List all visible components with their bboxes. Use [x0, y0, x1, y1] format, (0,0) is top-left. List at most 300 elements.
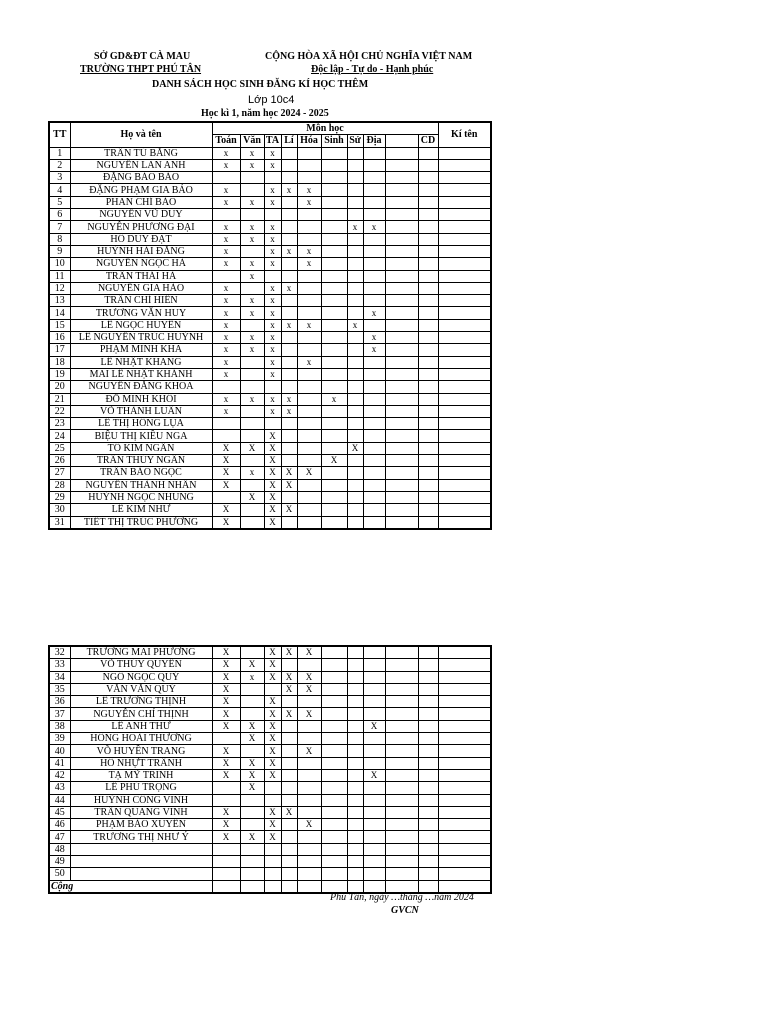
subject-mark — [363, 868, 385, 880]
table-row — [49, 671, 491, 683]
subject-mark — [297, 405, 321, 417]
subject-mark: X — [264, 757, 281, 769]
table-row — [49, 467, 491, 479]
table-row — [49, 516, 491, 529]
subject-mark: x — [297, 258, 321, 270]
subject-mark — [363, 745, 385, 757]
signature-cell — [438, 831, 491, 843]
subject-mark — [212, 172, 240, 184]
subject-mark — [281, 196, 297, 208]
subject-mark: X — [212, 479, 240, 491]
subject-mark — [321, 282, 347, 294]
subject-mark — [212, 270, 240, 282]
subject-mark — [240, 418, 264, 430]
subject-mark — [297, 147, 321, 159]
subject-mark — [363, 319, 385, 331]
student-name: MAI LÊ NHẬT KHÁNH — [70, 368, 212, 380]
subject-mark: x — [264, 282, 281, 294]
subject-mark — [385, 245, 418, 257]
student-name: TRẦN CHÍ HIỀN — [70, 295, 212, 307]
signature-cell — [438, 646, 491, 659]
subject-mark: x — [240, 221, 264, 233]
subject-mark — [281, 856, 297, 868]
subject-mark — [281, 659, 297, 671]
subject-mark — [363, 794, 385, 806]
row-number: 28 — [49, 479, 70, 491]
signature-cell — [438, 184, 491, 196]
signature-cell — [438, 794, 491, 806]
subject-mark — [363, 430, 385, 442]
subject-mark — [347, 282, 363, 294]
subject-mark — [385, 405, 418, 417]
subject-mark: x — [212, 282, 240, 294]
student-name: TÔ KIM NGÂN — [70, 442, 212, 454]
table-row — [49, 455, 491, 467]
subject-mark — [418, 196, 438, 208]
subject-mark — [347, 479, 363, 491]
subject-mark — [418, 720, 438, 732]
subject-mark: X — [212, 516, 240, 529]
student-name: HUỲNH NGỌC NHUNG — [70, 491, 212, 503]
subject-mark — [385, 659, 418, 671]
subject-mark — [240, 184, 264, 196]
header-subject: Văn — [240, 135, 264, 147]
subject-mark: x — [264, 258, 281, 270]
table-row — [49, 381, 491, 393]
row-number: 34 — [49, 671, 70, 683]
row-number: 18 — [49, 356, 70, 368]
subject-mark — [363, 819, 385, 831]
subject-mark: x — [212, 245, 240, 257]
subject-mark — [418, 757, 438, 769]
subject-mark — [347, 159, 363, 171]
subject-mark — [385, 159, 418, 171]
header-subjects: Môn học — [212, 122, 438, 135]
subject-mark — [347, 332, 363, 344]
subject-mark — [321, 491, 347, 503]
signature-cell — [438, 696, 491, 708]
table-row — [49, 769, 491, 781]
subject-mark — [321, 233, 347, 245]
table-row — [49, 646, 491, 659]
subject-mark — [321, 442, 347, 454]
subject-mark — [347, 245, 363, 257]
subject-mark — [281, 720, 297, 732]
subject-mark: X — [212, 708, 240, 720]
subject-mark — [240, 282, 264, 294]
subject-mark — [347, 757, 363, 769]
student-name: NGUYỄN NGỌC HÀ — [70, 258, 212, 270]
student-name: TRẦN THÁI HÀ — [70, 270, 212, 282]
subject-mark: x — [212, 159, 240, 171]
subject-mark — [347, 516, 363, 529]
subject-mark: X — [240, 782, 264, 794]
subject-mark: x — [281, 184, 297, 196]
subject-mark: x — [264, 184, 281, 196]
row-number: 38 — [49, 720, 70, 732]
student-name: ĐẶNG BẢO BẢO — [70, 172, 212, 184]
subject-mark — [297, 282, 321, 294]
subject-mark — [321, 467, 347, 479]
student-name: VĂN VĂN QUÝ — [70, 683, 212, 695]
subject-mark — [347, 196, 363, 208]
subject-mark — [281, 209, 297, 221]
subject-mark — [363, 418, 385, 430]
header-name: Họ và tên — [70, 122, 212, 147]
subject-mark — [418, 733, 438, 745]
row-number: 13 — [49, 295, 70, 307]
subject-mark — [281, 430, 297, 442]
subject-mark — [240, 856, 264, 868]
subject-mark — [281, 307, 297, 319]
subject-mark — [418, 319, 438, 331]
subject-mark: X — [297, 683, 321, 695]
row-number: 24 — [49, 430, 70, 442]
national-motto: Độc lập - Tự do - Hạnh phúc — [311, 64, 434, 75]
total-cell — [212, 880, 240, 893]
subject-mark — [363, 184, 385, 196]
subject-mark — [321, 245, 347, 257]
subject-mark: X — [264, 442, 281, 454]
subject-mark: x — [347, 221, 363, 233]
subject-mark — [418, 491, 438, 503]
subject-mark — [347, 295, 363, 307]
table-row — [49, 491, 491, 503]
subject-mark: x — [240, 307, 264, 319]
signature-cell — [438, 720, 491, 732]
subject-mark: x — [281, 393, 297, 405]
row-number: 40 — [49, 745, 70, 757]
subject-mark: x — [264, 159, 281, 171]
subject-mark — [281, 172, 297, 184]
signature-cell — [438, 344, 491, 356]
subject-mark — [363, 856, 385, 868]
student-name: NGUYỄN THÀNH NHÂN — [70, 479, 212, 491]
total-cell — [264, 880, 281, 893]
signature-cell — [438, 209, 491, 221]
subject-mark — [418, 405, 438, 417]
subject-mark: X — [281, 467, 297, 479]
subject-mark — [264, 683, 281, 695]
table-row — [49, 843, 491, 855]
row-number: 32 — [49, 646, 70, 659]
row-number: 20 — [49, 381, 70, 393]
subject-mark — [240, 806, 264, 818]
subject-mark: x — [212, 184, 240, 196]
subject-mark — [363, 282, 385, 294]
subject-mark — [363, 147, 385, 159]
subject-mark — [212, 491, 240, 503]
subject-mark: X — [297, 708, 321, 720]
subject-mark — [363, 504, 385, 516]
subject-mark — [347, 147, 363, 159]
subject-mark — [418, 418, 438, 430]
subject-mark: x — [212, 196, 240, 208]
subject-mark — [281, 356, 297, 368]
signature-cell — [438, 319, 491, 331]
subject-mark: X — [212, 646, 240, 659]
subject-mark: X — [212, 659, 240, 671]
subject-mark — [321, 147, 347, 159]
subject-mark — [281, 344, 297, 356]
subject-mark — [321, 806, 347, 818]
subject-mark — [418, 646, 438, 659]
subject-mark — [281, 831, 297, 843]
subject-mark — [321, 843, 347, 855]
subject-mark — [363, 258, 385, 270]
row-number: 15 — [49, 319, 70, 331]
subject-mark — [385, 356, 418, 368]
subject-mark: x — [264, 221, 281, 233]
subject-mark — [418, 806, 438, 818]
subject-mark — [297, 430, 321, 442]
subject-mark — [363, 659, 385, 671]
subject-mark — [385, 209, 418, 221]
signature-cell — [438, 393, 491, 405]
subject-mark — [385, 307, 418, 319]
header-subject — [385, 135, 418, 147]
subject-mark: x — [264, 295, 281, 307]
subject-mark — [321, 159, 347, 171]
subject-mark — [385, 282, 418, 294]
subject-mark — [212, 418, 240, 430]
subject-mark — [321, 769, 347, 781]
subject-mark: X — [240, 720, 264, 732]
subject-mark — [385, 479, 418, 491]
subject-mark — [418, 659, 438, 671]
subject-mark: X — [264, 745, 281, 757]
subject-mark — [321, 381, 347, 393]
subject-mark: X — [264, 491, 281, 503]
table-row — [49, 319, 491, 331]
row-number: 17 — [49, 344, 70, 356]
subject-mark — [297, 455, 321, 467]
subject-mark — [297, 442, 321, 454]
row-number: 22 — [49, 405, 70, 417]
subject-mark: X — [264, 504, 281, 516]
subject-mark: X — [281, 671, 297, 683]
subject-mark — [385, 221, 418, 233]
student-name: TRƯƠNG VĂN HUY — [70, 307, 212, 319]
subject-mark — [418, 782, 438, 794]
row-number: 47 — [49, 831, 70, 843]
table-row — [49, 405, 491, 417]
subject-mark — [281, 159, 297, 171]
table-row — [49, 733, 491, 745]
subject-mark: X — [212, 455, 240, 467]
subject-mark — [212, 209, 240, 221]
student-name: NGUYỄN ĐĂNG KHOA — [70, 381, 212, 393]
subject-mark — [385, 491, 418, 503]
subject-mark — [321, 659, 347, 671]
header-subject: Toán — [212, 135, 240, 147]
subject-mark — [363, 708, 385, 720]
subject-mark — [240, 172, 264, 184]
subject-mark — [418, 332, 438, 344]
subject-mark — [418, 295, 438, 307]
subject-mark: x — [264, 368, 281, 380]
row-number: 46 — [49, 819, 70, 831]
table-row — [49, 393, 491, 405]
header-subject: Địa — [363, 135, 385, 147]
subject-mark: x — [212, 344, 240, 356]
subject-mark — [418, 708, 438, 720]
subject-mark — [297, 733, 321, 745]
subject-mark: X — [281, 806, 297, 818]
subject-mark — [363, 782, 385, 794]
row-number: 33 — [49, 659, 70, 671]
subject-mark — [281, 757, 297, 769]
table-row — [49, 295, 491, 307]
subject-mark — [321, 479, 347, 491]
table-row — [49, 418, 491, 430]
signature-cell — [438, 782, 491, 794]
row-number: 42 — [49, 769, 70, 781]
subject-mark: x — [212, 307, 240, 319]
subject-mark: X — [297, 819, 321, 831]
subject-mark — [264, 209, 281, 221]
subject-mark: x — [281, 405, 297, 417]
signature-cell — [438, 516, 491, 529]
subject-mark — [240, 381, 264, 393]
subject-mark: x — [240, 467, 264, 479]
signature-cell — [438, 442, 491, 454]
subject-mark: X — [281, 646, 297, 659]
subject-mark — [347, 769, 363, 781]
subject-mark — [240, 368, 264, 380]
subject-mark: X — [264, 819, 281, 831]
signature-cell — [438, 307, 491, 319]
row-number: 25 — [49, 442, 70, 454]
subject-mark — [240, 430, 264, 442]
subject-mark — [297, 393, 321, 405]
subject-mark: x — [212, 319, 240, 331]
subject-mark — [347, 258, 363, 270]
row-number: 10 — [49, 258, 70, 270]
subject-mark — [240, 683, 264, 695]
subject-mark — [281, 258, 297, 270]
row-number: 16 — [49, 332, 70, 344]
signature-cell — [438, 671, 491, 683]
subject-mark — [240, 516, 264, 529]
subject-mark: x — [264, 344, 281, 356]
subject-mark — [281, 516, 297, 529]
subject-mark — [281, 221, 297, 233]
table-row — [49, 757, 491, 769]
signature-cell — [438, 491, 491, 503]
subject-mark — [363, 368, 385, 380]
subject-mark: x — [264, 393, 281, 405]
student-name: LÊ NGUYỄN TRÚC HUỲNH — [70, 332, 212, 344]
subject-mark — [297, 843, 321, 855]
student-name: HUỲNH HẢI ĐĂNG — [70, 245, 212, 257]
signature-cell — [438, 856, 491, 868]
subject-mark: X — [240, 757, 264, 769]
subject-mark — [321, 831, 347, 843]
subject-mark — [385, 696, 418, 708]
subject-mark: x — [212, 393, 240, 405]
row-number: 36 — [49, 696, 70, 708]
subject-mark: x — [264, 147, 281, 159]
subject-mark — [385, 516, 418, 529]
subject-mark: x — [264, 319, 281, 331]
subject-mark: X — [240, 769, 264, 781]
subject-mark: X — [281, 708, 297, 720]
row-number: 49 — [49, 856, 70, 868]
student-name: VÕ HUYỀN TRANG — [70, 745, 212, 757]
subject-mark — [347, 720, 363, 732]
subject-mark — [240, 319, 264, 331]
student-name: NGUYỄN GIA HÀO — [70, 282, 212, 294]
subject-mark: X — [264, 806, 281, 818]
subject-mark — [347, 467, 363, 479]
subject-mark: X — [264, 720, 281, 732]
signature-cell — [438, 332, 491, 344]
subject-mark — [321, 671, 347, 683]
subject-mark: X — [212, 504, 240, 516]
subject-mark — [297, 344, 321, 356]
subject-mark — [347, 831, 363, 843]
subject-mark — [385, 430, 418, 442]
subject-mark: x — [212, 233, 240, 245]
subject-mark — [347, 172, 363, 184]
subject-mark — [347, 794, 363, 806]
subject-mark: X — [281, 504, 297, 516]
table-row — [49, 696, 491, 708]
subject-mark — [264, 794, 281, 806]
table-row — [49, 430, 491, 442]
subject-mark: x — [281, 245, 297, 257]
student-name: ĐỖ MINH KHÔI — [70, 393, 212, 405]
table-row — [49, 270, 491, 282]
subject-mark: X — [212, 720, 240, 732]
subject-mark — [264, 843, 281, 855]
subject-mark: x — [281, 282, 297, 294]
subject-mark — [385, 332, 418, 344]
subject-mark — [281, 868, 297, 880]
subject-mark — [363, 646, 385, 659]
total-cell — [281, 880, 297, 893]
signature-cell — [438, 868, 491, 880]
subject-mark — [321, 745, 347, 757]
subject-mark — [321, 516, 347, 529]
subject-mark — [418, 184, 438, 196]
subject-mark: X — [212, 806, 240, 818]
subject-mark — [347, 381, 363, 393]
subject-mark — [347, 344, 363, 356]
signature-cell — [438, 295, 491, 307]
signature-cell — [438, 683, 491, 695]
table-row — [49, 258, 491, 270]
subject-mark — [385, 794, 418, 806]
subject-mark — [264, 381, 281, 393]
subject-mark — [363, 442, 385, 454]
subject-mark — [297, 720, 321, 732]
subject-mark — [385, 819, 418, 831]
table-row — [49, 745, 491, 757]
subject-mark — [418, 209, 438, 221]
subject-mark — [240, 868, 264, 880]
subject-mark — [418, 442, 438, 454]
signature-cell — [438, 733, 491, 745]
subject-mark: x — [264, 356, 281, 368]
subject-mark — [385, 418, 418, 430]
subject-mark — [347, 209, 363, 221]
subject-mark — [385, 344, 418, 356]
school-name: TRƯỜNG THPT PHÚ TÂN — [80, 64, 202, 75]
subject-mark: X — [363, 720, 385, 732]
subject-mark: x — [240, 332, 264, 344]
